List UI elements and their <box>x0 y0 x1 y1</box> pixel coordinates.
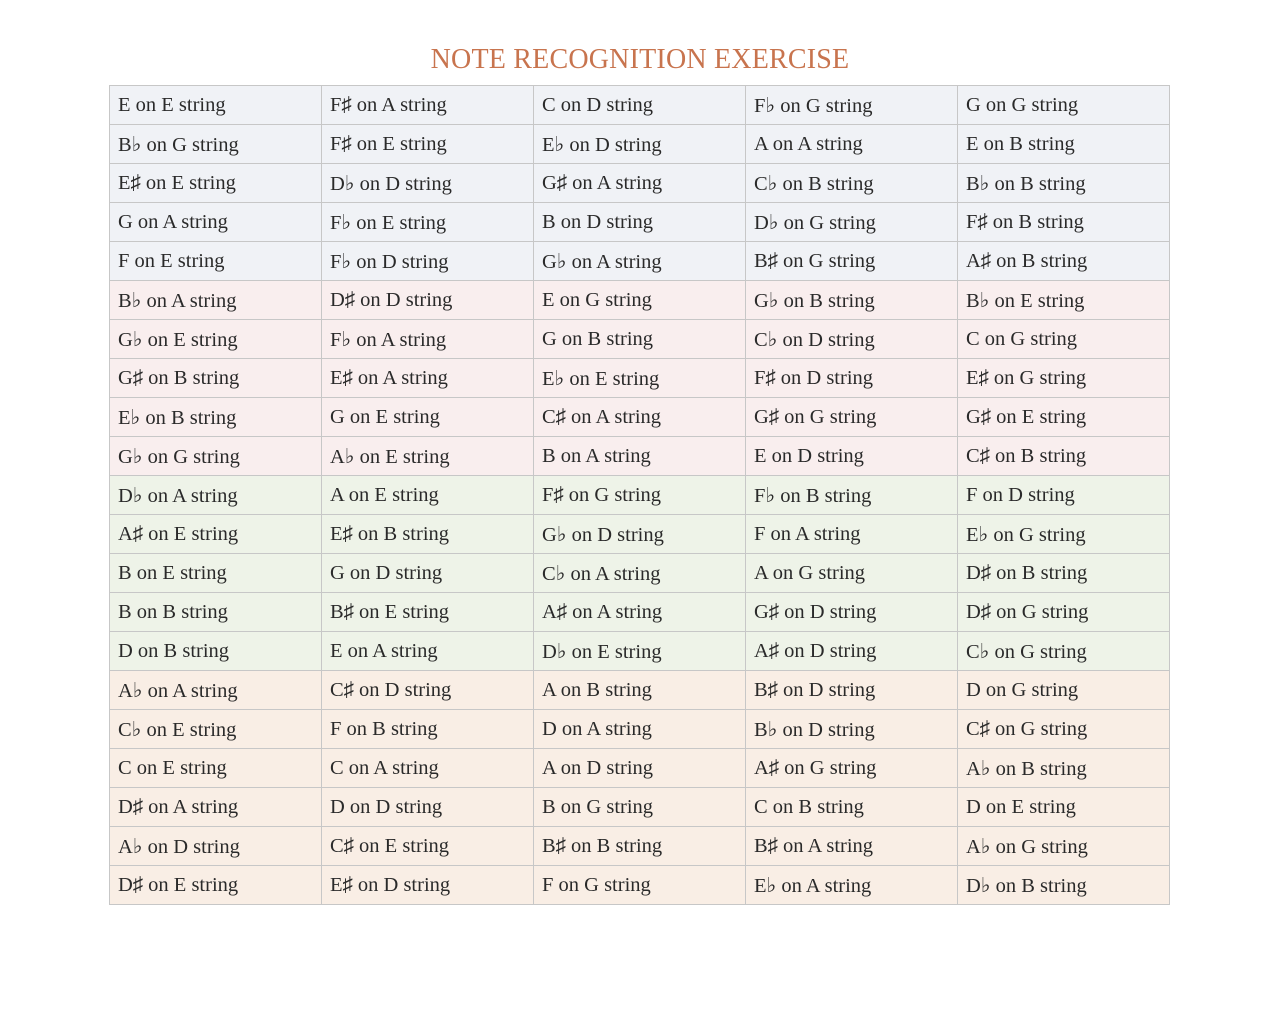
table-cell: F on A string <box>746 515 958 554</box>
table-cell: D♭ on A string <box>110 476 322 515</box>
table-cell: G♭ on A string <box>534 242 746 281</box>
table-row <box>110 476 1170 515</box>
table-cell: F♯ on B string <box>958 203 1170 242</box>
table-cell: D on D string <box>322 788 534 827</box>
table-cell: F♭ on B string <box>746 476 958 515</box>
table-cell: C on A string <box>322 749 534 788</box>
table-cell: E♯ on E string <box>110 164 322 203</box>
table-cell: A on A string <box>746 125 958 164</box>
table-cell: F on G string <box>534 866 746 905</box>
table-cell: F♭ on E string <box>322 203 534 242</box>
table-row <box>110 827 1170 866</box>
table-cell: D♯ on E string <box>110 866 322 905</box>
table-cell: B on G string <box>534 788 746 827</box>
table-cell: D on A string <box>534 710 746 749</box>
table-row <box>110 593 1170 632</box>
table-cell: C on E string <box>110 749 322 788</box>
exercise-table <box>109 85 1170 905</box>
table-cell: C♯ on D string <box>322 671 534 710</box>
table-cell: D♭ on D string <box>322 164 534 203</box>
table-cell: G♭ on D string <box>534 515 746 554</box>
table-cell: D♯ on A string <box>110 788 322 827</box>
exercise-table-body <box>110 86 1170 905</box>
table-cell: G on E string <box>322 398 534 437</box>
table-row <box>110 281 1170 320</box>
table-cell: C♭ on D string <box>746 320 958 359</box>
table-cell: G♯ on A string <box>534 164 746 203</box>
table-cell: G♯ on B string <box>110 359 322 398</box>
table-cell: D on G string <box>958 671 1170 710</box>
table-cell: E on E string <box>110 86 322 125</box>
table-cell: B♯ on G string <box>746 242 958 281</box>
table-cell: C on B string <box>746 788 958 827</box>
table-cell: C♯ on E string <box>322 827 534 866</box>
table-cell: D on E string <box>958 788 1170 827</box>
table-cell: C♭ on A string <box>534 554 746 593</box>
table-cell: G♯ on D string <box>746 593 958 632</box>
table-cell: E♭ on E string <box>534 359 746 398</box>
table-cell: B♯ on E string <box>322 593 534 632</box>
table-cell: B♭ on G string <box>110 125 322 164</box>
table-cell: G♭ on B string <box>746 281 958 320</box>
table-cell: F♭ on G string <box>746 86 958 125</box>
table-row <box>110 320 1170 359</box>
table-cell: E on A string <box>322 632 534 671</box>
table-row <box>110 125 1170 164</box>
table-cell: A♯ on G string <box>746 749 958 788</box>
table-row <box>110 515 1170 554</box>
table-cell: B♭ on A string <box>110 281 322 320</box>
table-row <box>110 359 1170 398</box>
table-cell: B♭ on B string <box>958 164 1170 203</box>
table-cell: A♭ on D string <box>110 827 322 866</box>
table-row <box>110 710 1170 749</box>
table-cell: F♯ on E string <box>322 125 534 164</box>
page-title: NOTE RECOGNITION EXERCISE <box>430 44 850 75</box>
table-cell: E♭ on G string <box>958 515 1170 554</box>
table-cell: D♯ on D string <box>322 281 534 320</box>
table-cell: E♯ on A string <box>322 359 534 398</box>
table-cell: G♯ on E string <box>958 398 1170 437</box>
table-cell: B♯ on D string <box>746 671 958 710</box>
table-cell: D♯ on B string <box>958 554 1170 593</box>
table-cell: B on D string <box>534 203 746 242</box>
table-cell: G on G string <box>958 86 1170 125</box>
table-row <box>110 437 1170 476</box>
table-cell: F♭ on D string <box>322 242 534 281</box>
table-cell: A♭ on G string <box>958 827 1170 866</box>
table-cell: E on D string <box>746 437 958 476</box>
table-cell: D♯ on G string <box>958 593 1170 632</box>
table-cell: C♯ on G string <box>958 710 1170 749</box>
table-cell: E♭ on A string <box>746 866 958 905</box>
table-cell: B on B string <box>110 593 322 632</box>
table-cell: C♯ on B string <box>958 437 1170 476</box>
table-cell: A♯ on B string <box>958 242 1170 281</box>
table-cell: D♭ on G string <box>746 203 958 242</box>
table-cell: C♯ on A string <box>534 398 746 437</box>
table-cell: F on E string <box>110 242 322 281</box>
table-cell: G♭ on E string <box>110 320 322 359</box>
table-cell: G on B string <box>534 320 746 359</box>
table-cell: G on A string <box>110 203 322 242</box>
table-cell: C♭ on G string <box>958 632 1170 671</box>
table-cell: C on D string <box>534 86 746 125</box>
table-cell: F♯ on D string <box>746 359 958 398</box>
table-cell: E♯ on D string <box>322 866 534 905</box>
table-cell: A on D string <box>534 749 746 788</box>
table-cell: G♯ on G string <box>746 398 958 437</box>
table-cell: D♭ on B string <box>958 866 1170 905</box>
table-row <box>110 749 1170 788</box>
table-cell: A♯ on E string <box>110 515 322 554</box>
table-cell: E♯ on B string <box>322 515 534 554</box>
table-cell: A♭ on A string <box>110 671 322 710</box>
table-cell: B♭ on D string <box>746 710 958 749</box>
table-cell: A on G string <box>746 554 958 593</box>
table-cell: A♭ on B string <box>958 749 1170 788</box>
table-cell: B on A string <box>534 437 746 476</box>
table-row <box>110 86 1170 125</box>
table-row <box>110 242 1170 281</box>
table-row <box>110 203 1170 242</box>
table-cell: E♭ on B string <box>110 398 322 437</box>
table-cell: E♯ on G string <box>958 359 1170 398</box>
table-row <box>110 164 1170 203</box>
table-cell: C♭ on E string <box>110 710 322 749</box>
table-row <box>110 398 1170 437</box>
table-cell: E♭ on D string <box>534 125 746 164</box>
table-cell: B on E string <box>110 554 322 593</box>
table-cell: A♯ on D string <box>746 632 958 671</box>
table-cell: A♭ on E string <box>322 437 534 476</box>
table-cell: E on B string <box>958 125 1170 164</box>
table-cell: A♯ on A string <box>534 593 746 632</box>
table-cell: C♭ on B string <box>746 164 958 203</box>
table-row <box>110 788 1170 827</box>
table-row <box>110 671 1170 710</box>
table-cell: A on B string <box>534 671 746 710</box>
table-cell: A on E string <box>322 476 534 515</box>
table-cell: E on G string <box>534 281 746 320</box>
table-cell: F♯ on G string <box>534 476 746 515</box>
table-cell: B♯ on B string <box>534 827 746 866</box>
table-row <box>110 554 1170 593</box>
table-cell: G♭ on G string <box>110 437 322 476</box>
table-cell: F♭ on A string <box>322 320 534 359</box>
table-cell: D on B string <box>110 632 322 671</box>
table-cell: F♯ on A string <box>322 86 534 125</box>
table-cell: C on G string <box>958 320 1170 359</box>
table-cell: G on D string <box>322 554 534 593</box>
table-cell: F on D string <box>958 476 1170 515</box>
table-cell: B♭ on E string <box>958 281 1170 320</box>
table-row <box>110 866 1170 905</box>
table-cell: D♭ on E string <box>534 632 746 671</box>
table-cell: B♯ on A string <box>746 827 958 866</box>
table-cell: F on B string <box>322 710 534 749</box>
table-row <box>110 632 1170 671</box>
